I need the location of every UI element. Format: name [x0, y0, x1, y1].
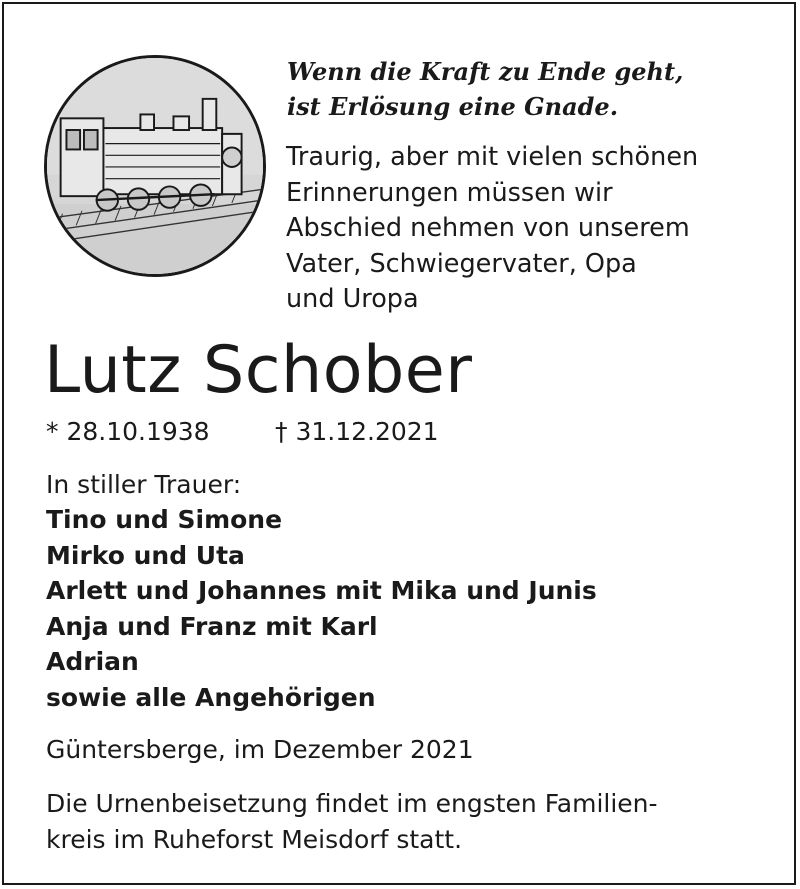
life-dates: [46, 414, 439, 450]
mourner-name: sowie alle Angehörigen: [46, 682, 376, 712]
intro-line: Vater, Schwiegervater, Opa: [286, 248, 637, 279]
mourner-name: Tino und Simone: [46, 505, 283, 534]
intro-line: Traurig, aber mit vielen schönen: [286, 142, 699, 172]
burial-line: Die Urnenbeisetzung findet im engsten Familien-: [46, 789, 658, 818]
mourning-label: In stiller Trauer:: [46, 470, 242, 499]
burial-notice: [46, 786, 658, 857]
mourners-list: [46, 502, 597, 715]
intro-line: Abschied nehmen von unserem: [286, 213, 690, 243]
intro-line: und Uropa: [286, 284, 419, 314]
mourner-name: Adrian: [46, 647, 139, 676]
deceased-name: Lutz Schober: [44, 333, 473, 408]
motto-line: Wenn die Kraft zu Ende geht,: [287, 57, 684, 86]
steam-locomotive-icon: [44, 55, 266, 277]
motto-line: ist Erlösung eine Gnade.: [287, 92, 619, 121]
mourner-name: Arlett und Johannes mit Mika und Junis: [46, 576, 597, 605]
intro-text: [286, 140, 698, 318]
mourner-name: Anja und Franz mit Karl: [46, 611, 378, 641]
birth-date: * 28.10.1938: [46, 417, 210, 446]
place-date: Güntersberge, im Dezember 2021: [46, 735, 474, 764]
death-date: † 31.12.2021: [275, 417, 439, 446]
mourner-name: Mirko und Uta: [46, 540, 245, 570]
motto-quote: [287, 54, 683, 124]
intro-line: Erinnerungen müssen wir: [286, 177, 613, 208]
burial-line: kreis im Ruheforst Meisdorf statt.: [46, 824, 463, 854]
